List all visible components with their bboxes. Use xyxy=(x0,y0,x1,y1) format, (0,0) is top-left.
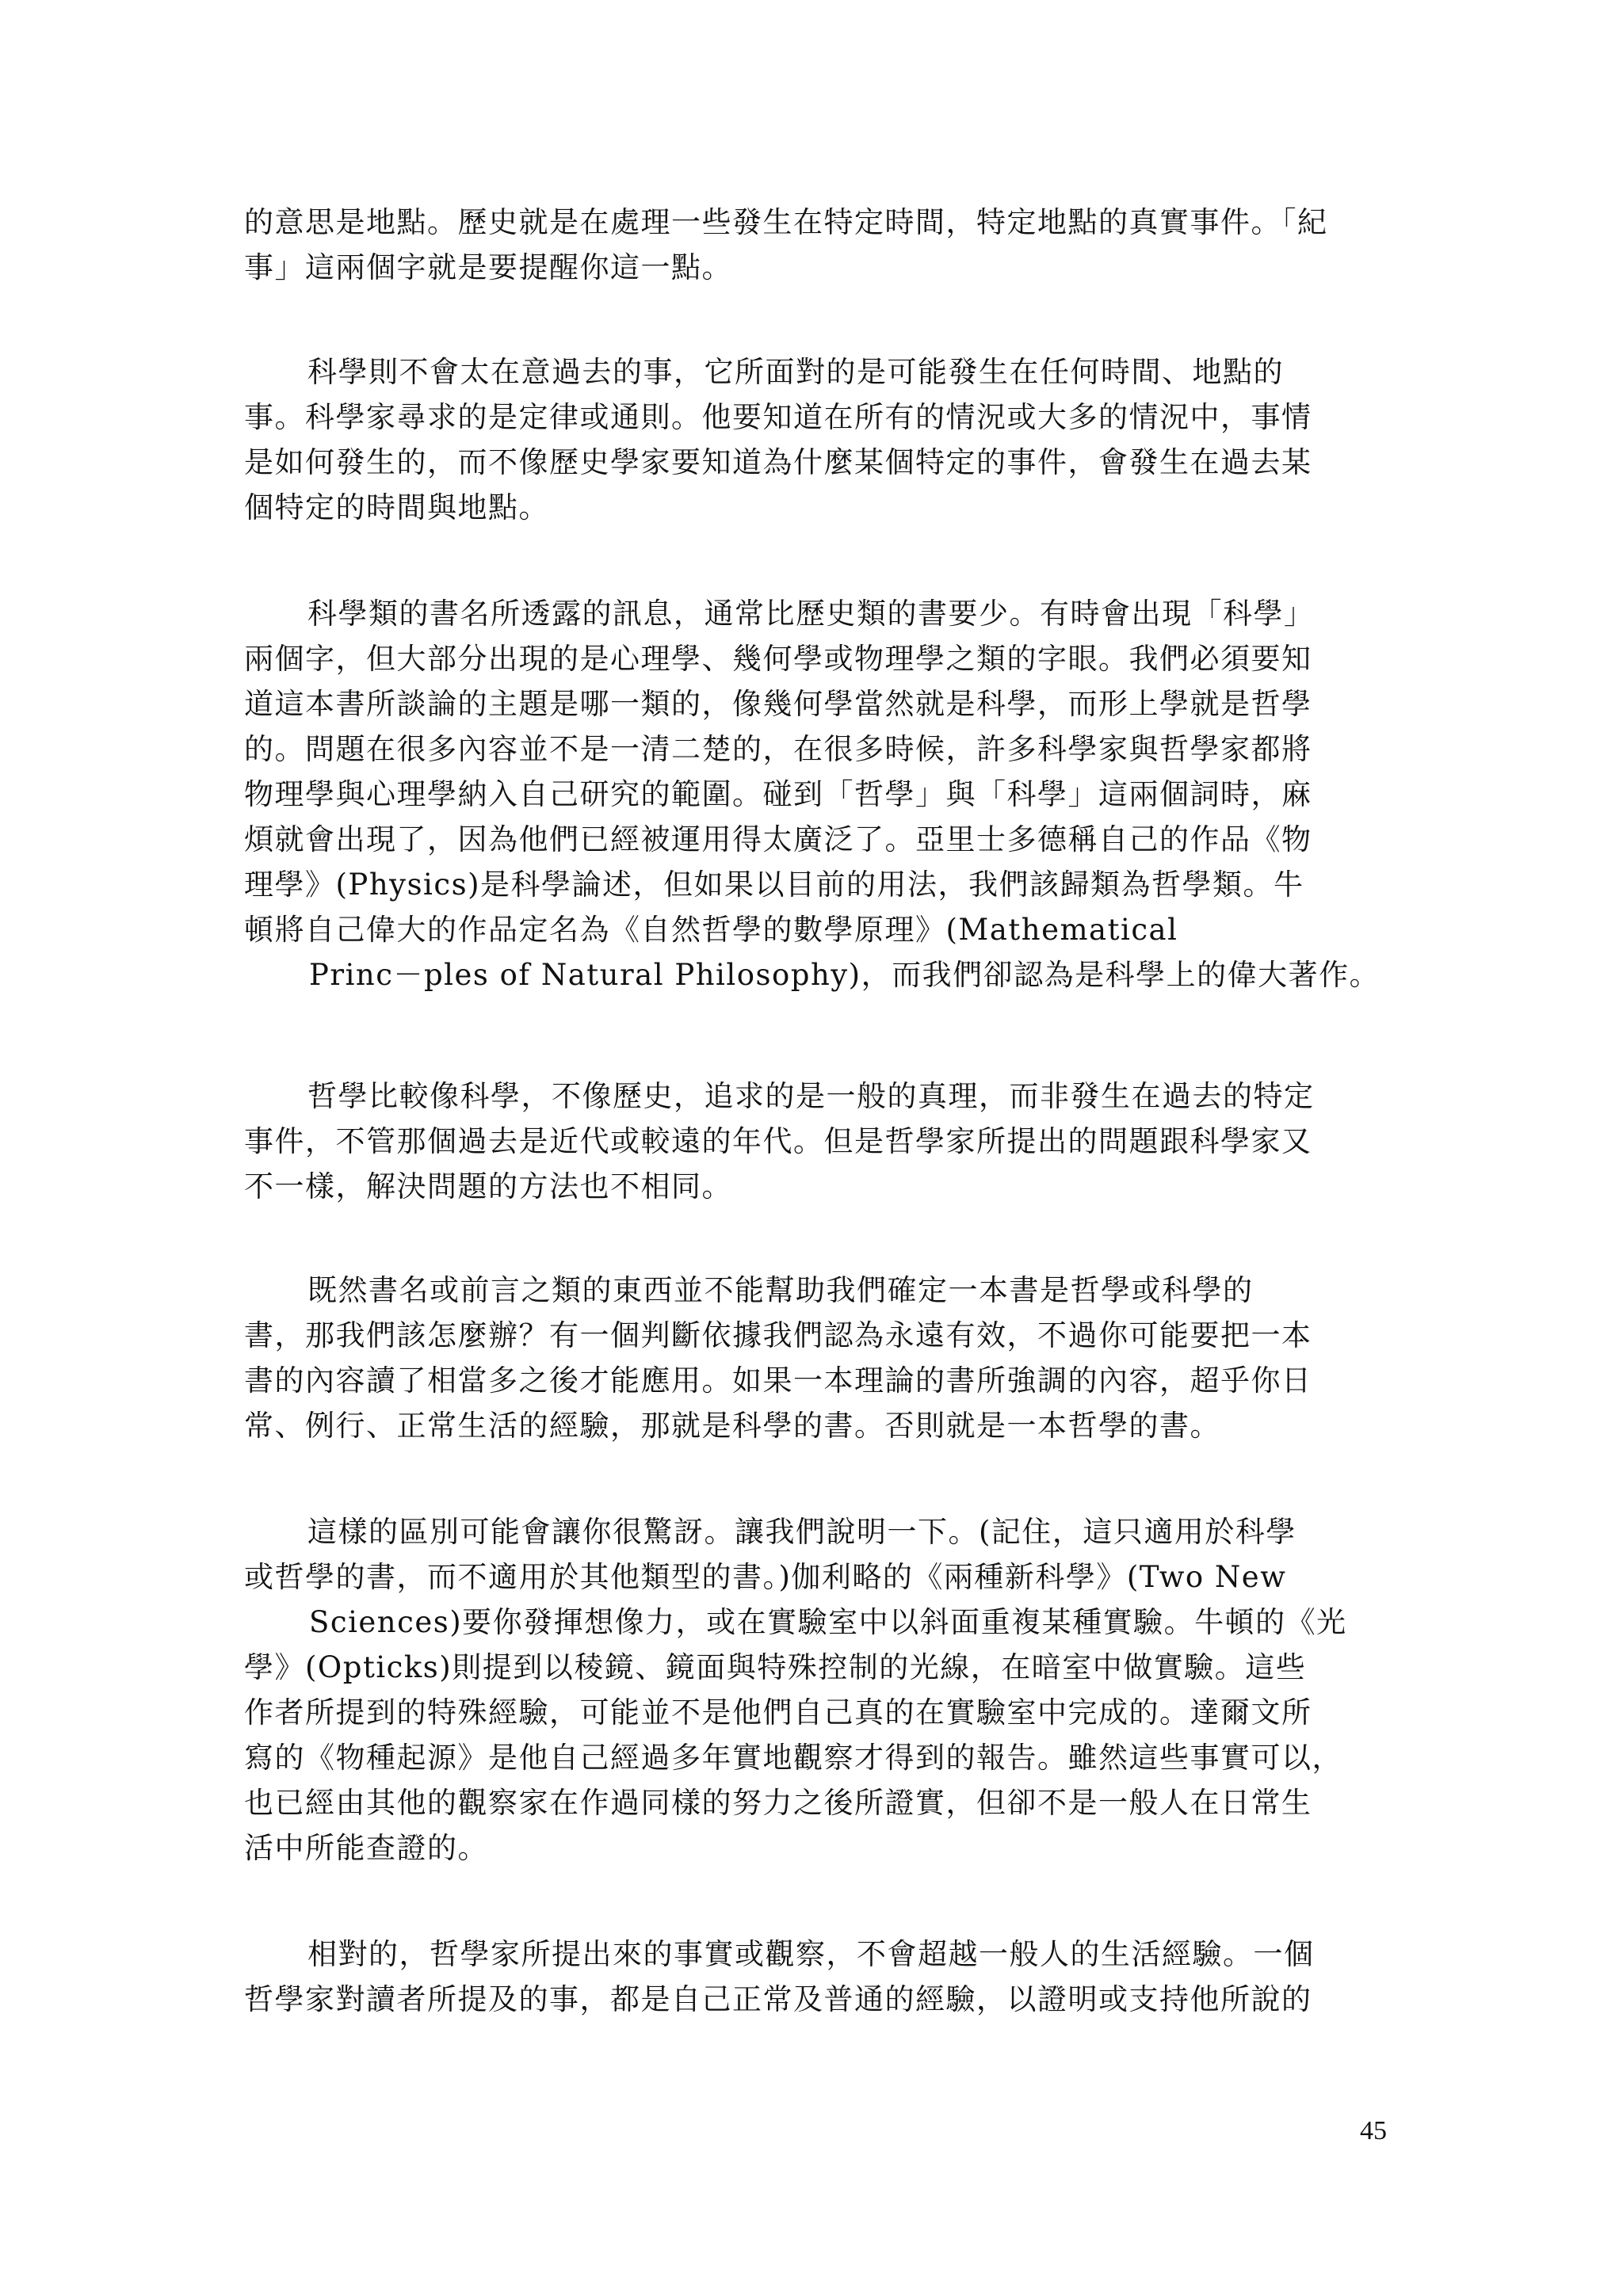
text-line: 哲學家對讀者所提及的事，都是自己正常及普通的經驗，以證明或支持他所說的 xyxy=(244,1982,1312,2016)
paragraph xyxy=(244,1509,1385,1871)
text-line: 的。問題在很多內容並不是一清二楚的，在很多時候，許多科學家與哲學家都將 xyxy=(244,732,1312,766)
paragraph xyxy=(244,1932,1385,2022)
paragraph xyxy=(244,1268,1385,1448)
text-line: 學》(Opticks)則提到以稜鏡、鏡面與特殊控制的光線，在暗室中做實驗。這些 xyxy=(244,1650,1307,1684)
text-line: 這樣的區別可能會讓你很驚訝。讓我們說明一下。(記住，這只適用於科學 xyxy=(307,1515,1296,1549)
text-line: 或哲學的書，而不適用於其他類型的書。)伽利略的《兩種新科學》(Two New xyxy=(244,1560,1287,1594)
text-line: 兩個字，但大部分出現的是心理學、幾何學或物理學之類的字眼。我們必須要知 xyxy=(244,642,1312,676)
text-line: 物理學與心理學納入自己研究的範圍。碰到「哲學」與「科學」這兩個詞時，麻 xyxy=(244,777,1312,811)
text-line: 個特定的時間與地點。 xyxy=(244,490,549,524)
text-line: 書的內容讀了相當多之後才能應用。如果一本理論的書所強調的內容，超乎你日 xyxy=(244,1363,1312,1398)
text-line: 書，那我們該怎麼辦？有一個判斷依據我們認為永遠有效，不過你可能要把一本 xyxy=(244,1318,1312,1352)
text-line: 道這本書所談論的主題是哪一類的，像幾何學當然就是科學，而形上學就是哲學 xyxy=(244,687,1312,721)
text-line: 寫的《物種起源》是他自己經過多年實地觀察才得到的報告。雖然這些事實可以， xyxy=(244,1741,1342,1775)
text-line: 不一樣，解決問題的方法也不相同。 xyxy=(244,1169,732,1203)
text-line: 的意思是地點。歷史就是在處理一些發生在特定時間，特定地點的真實事件。「紀 xyxy=(244,205,1328,239)
paragraph xyxy=(244,591,1385,997)
text-line: 活中所能查證的。 xyxy=(244,1831,488,1865)
text-line: 是如何發生的，而不像歷史學家要知道為什麼某個特定的事件，會發生在過去某 xyxy=(244,445,1312,479)
text-line: 頓將自己偉大的作品定名為《自然哲學的數學原理》(Mathematical xyxy=(244,913,1178,947)
text-line: 事。科學家尋求的是定律或通則。他要知道在所有的情況或大多的情況中，事情 xyxy=(244,400,1312,434)
text-line: Princ－ples of Natural Philosophy)，而我們卻認為是科學上的偉大著作。 xyxy=(309,958,1381,992)
text-line: 事」這兩個字就是要提醒你這一點。 xyxy=(244,250,732,284)
text-line: 既然書名或前言之類的東西並不能幫助我們確定一本書是哲學或科學的 xyxy=(307,1273,1254,1307)
text-line: 煩就會出現了，因為他們已經被運用得太廣泛了。亞里士多德稱自己的作品《物 xyxy=(244,822,1312,856)
page-number: 45 xyxy=(1360,2116,1387,2145)
text-line: 相對的，哲學家所提出來的事實或觀察，不會超越一般人的生活經驗。一個 xyxy=(307,1937,1315,1971)
text-line: 作者所提到的特殊經驗，可能並不是他們自己真的在實驗室中完成的。達爾文所 xyxy=(244,1695,1312,1730)
text-line: 常、例行、正常生活的經驗，那就是科學的書。否則就是一本哲學的書。 xyxy=(244,1409,1220,1443)
paragraph xyxy=(244,349,1385,530)
text-line: 科學則不會太在意過去的事，它所面對的是可能發生在任何時間、地點的 xyxy=(307,355,1284,389)
paragraph xyxy=(244,1074,1385,1209)
text-line: Sciences)要你發揮想像力，或在實驗室中以斜面重複某種實驗。牛頓的《光 xyxy=(309,1605,1347,1639)
text-line: 理學》(Physics)是科學論述，但如果以目前的用法，我們該歸類為哲學類。牛 xyxy=(244,868,1304,902)
text-line: 科學類的書名所透露的訊息，通常比歷史類的書要少。有時會出現「科學」 xyxy=(307,597,1315,631)
paragraph xyxy=(244,200,1385,290)
text-line: 哲學比較像科學，不像歷史，追求的是一般的真理，而非發生在過去的特定 xyxy=(307,1079,1315,1113)
text-line: 也已經由其他的觀察家在作過同樣的努力之後所證實，但卻不是一般人在日常生 xyxy=(244,1786,1312,1820)
text-line: 事件，不管那個過去是近代或較遠的年代。但是哲學家所提出的問題跟科學家又 xyxy=(244,1124,1312,1158)
